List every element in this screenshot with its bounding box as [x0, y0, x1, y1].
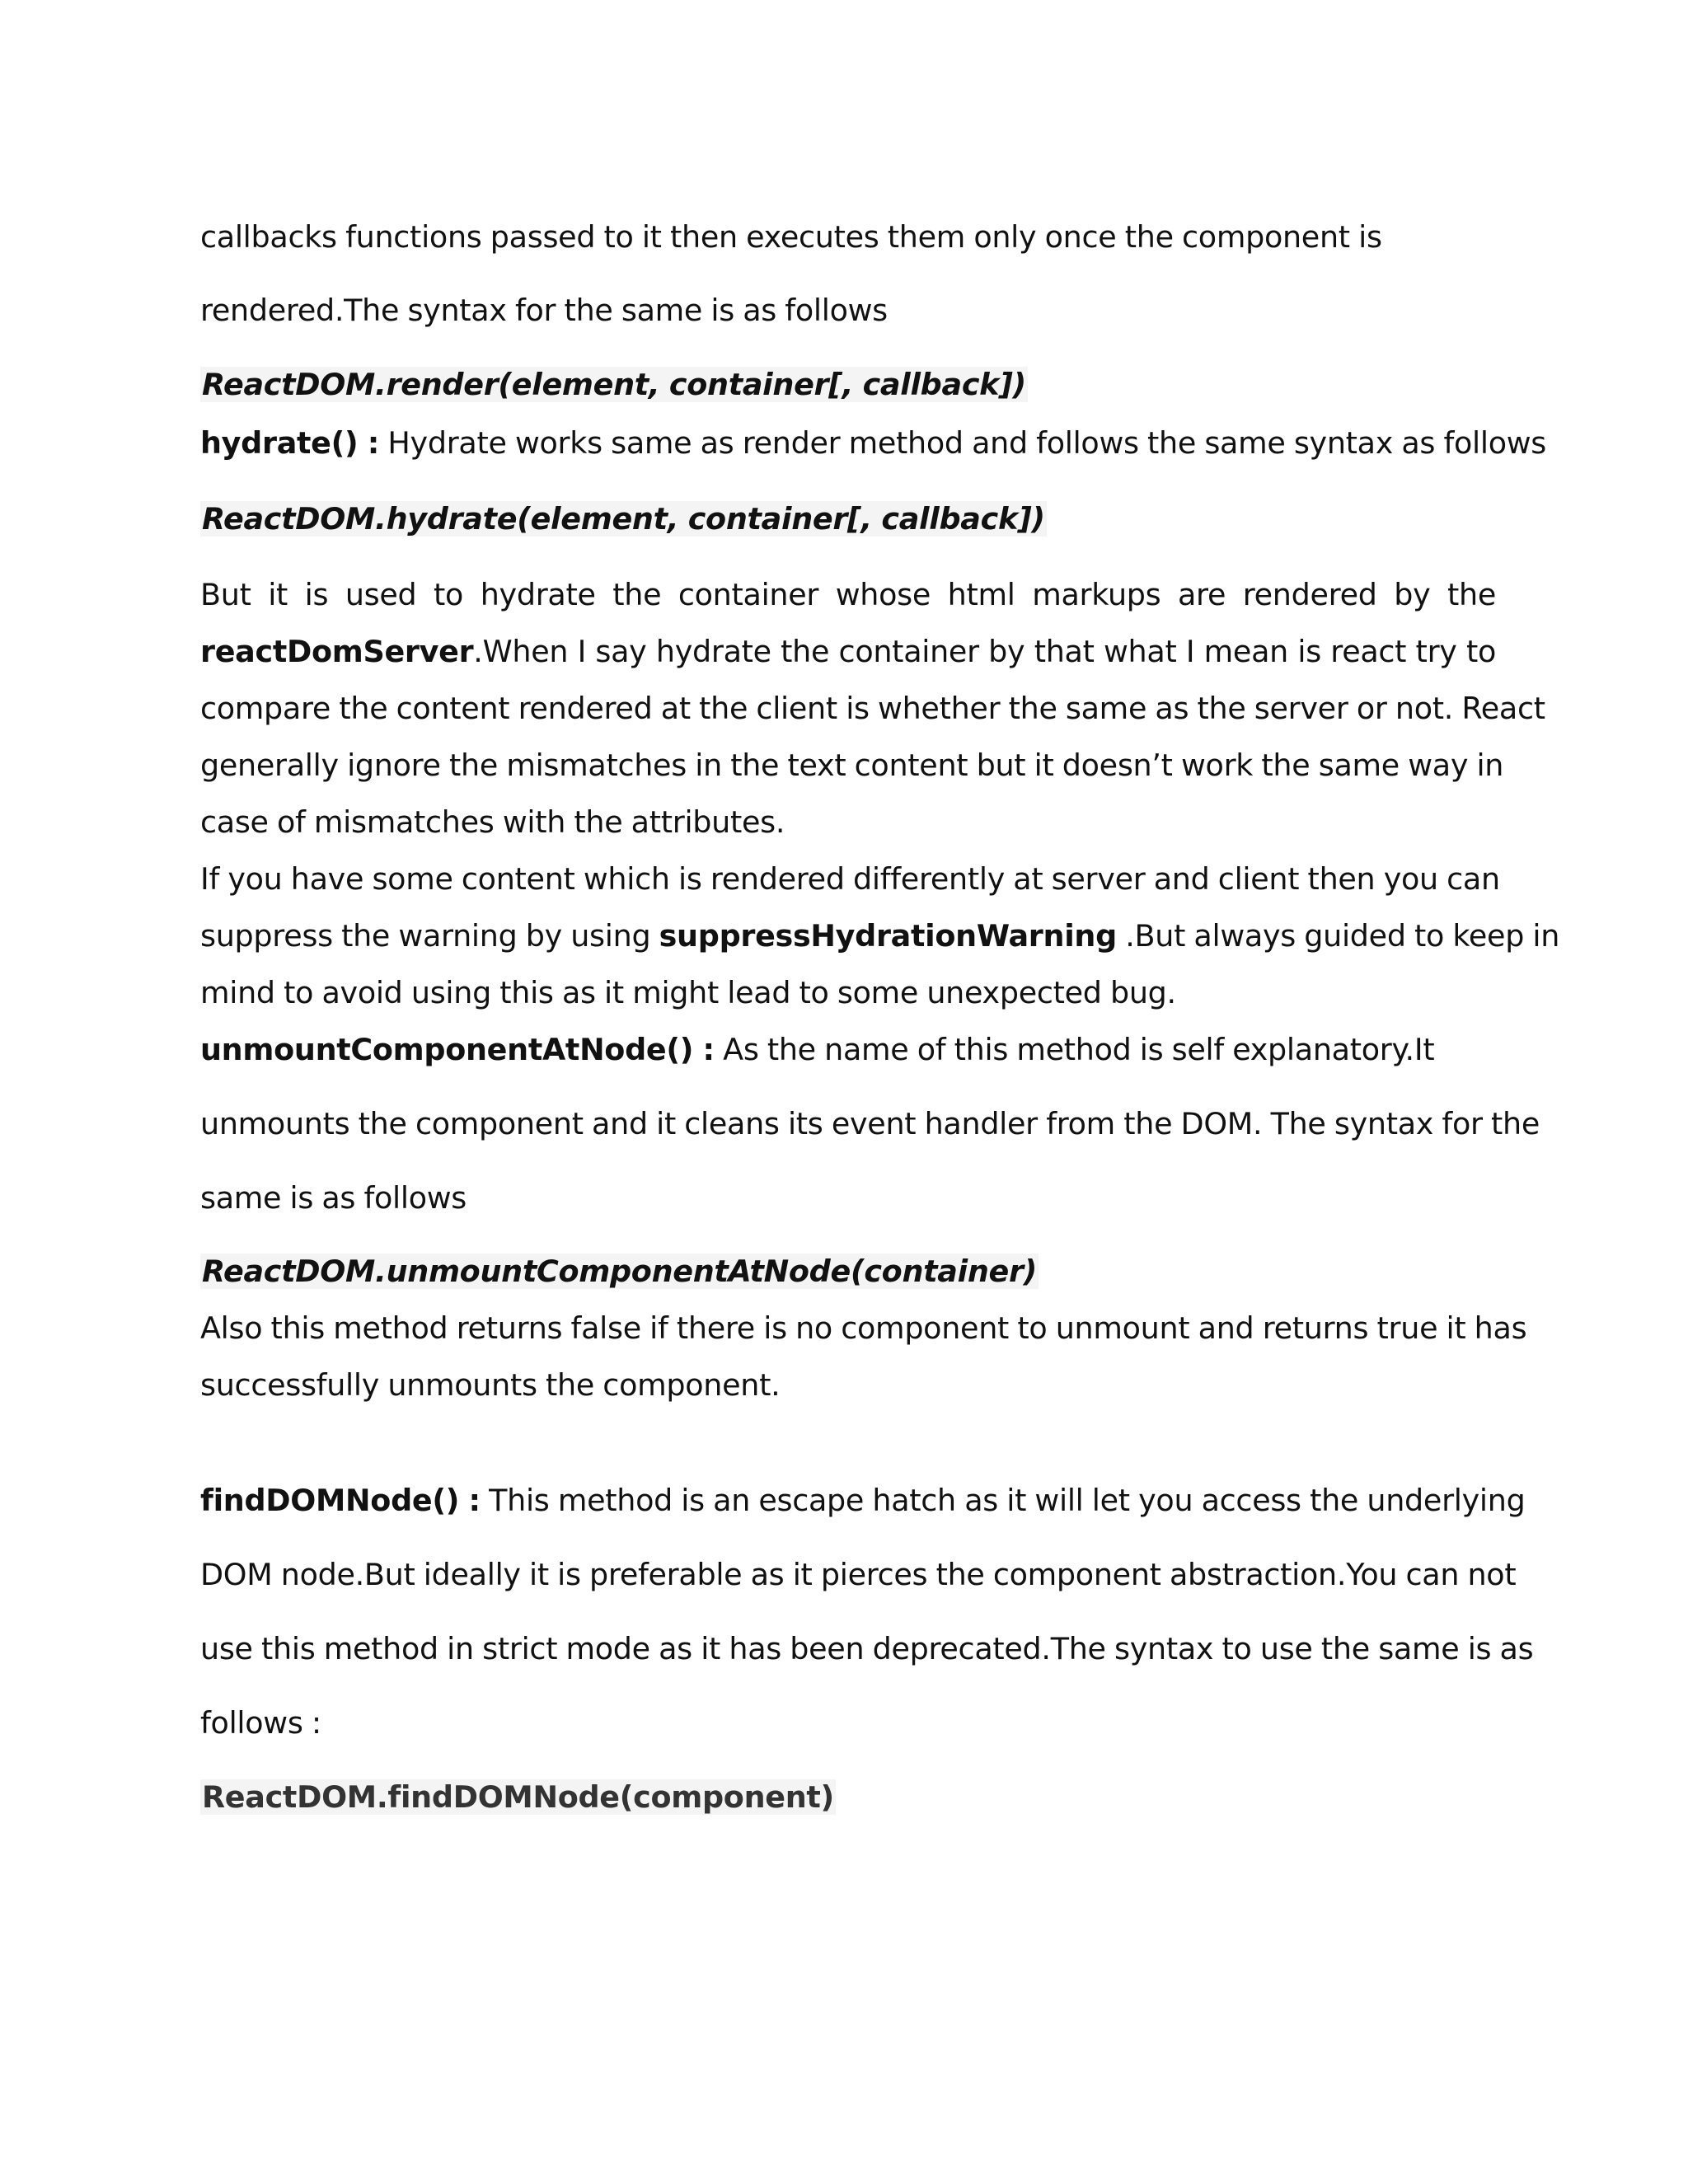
finddomnode-term: findDOMNode() : [200, 1483, 481, 1518]
hydrate-paragraph [200, 425, 1546, 461]
finddomnode-paragraph: findDOMNode() : This method is an escape hatch as it will let you access the underlying [200, 1483, 1526, 1518]
paragraph-line: reactDomServer.When I say hydrate the container by that what I mean is react try to [200, 634, 1496, 669]
paragraph-line: case of mismatches with the attributes. [200, 804, 785, 840]
react-dom-server-term: reactDomServer [200, 634, 474, 669]
suppress-hydration-warning-term: suppressHydrationWarning [659, 918, 1117, 954]
paragraph-line: use this method in strict mode as it has been deprecated.The syntax to use the same is as [200, 1631, 1534, 1666]
paragraph-line: DOM node.But ideally it is preferable as it pierces the component abstraction.You can not [200, 1557, 1517, 1592]
paragraph-line: same is as follows [200, 1180, 467, 1216]
hydrate-term: hydrate() : [200, 425, 380, 461]
paragraph-line: successfully unmounts the component. [200, 1367, 781, 1403]
paragraph-line: suppress the warning by using suppressHydrationWarning .But always guided to keep in [200, 918, 1560, 954]
unmount-term: unmountComponentAtNode() : [200, 1032, 715, 1067]
paragraph-line: mind to avoid using this as it might lead to some unexpected bug. [200, 975, 1176, 1010]
paragraph-line: generally ignore the mismatches in the text content but it doesn’t work the same way in [200, 748, 1504, 783]
paragraph-line: rendered.The syntax for the same is as follows [200, 293, 888, 328]
paragraph-line: compare the content rendered at the client is whether the same as the server or not. React [200, 691, 1545, 726]
code-render-syntax: ReactDOM.render(element, container[, callback]) [202, 367, 1026, 402]
code-unmount-syntax: ReactDOM.unmountComponentAtNode(container) [202, 1254, 1038, 1289]
paragraph-line: follows : [200, 1705, 321, 1741]
code-finddomnode-syntax: ReactDOM.findDOMNode(component) [202, 1779, 834, 1815]
code-hydrate-syntax: ReactDOM.hydrate(element, container[, callback]) [202, 501, 1045, 537]
paragraph-line: unmounts the component and it cleans its event handler from the DOM. The syntax for the [200, 1106, 1540, 1141]
paragraph-line: If you have some content which is rendered differently at server and client then you can [200, 861, 1500, 897]
paragraph-line: But it is used to hydrate the container whose html markups are rendered by the [200, 577, 1496, 612]
paragraph-line: callbacks functions passed to it then executes them only once the component is [200, 219, 1382, 255]
hydrate-text: Hydrate works same as render method and follows the same syntax as follows [379, 425, 1547, 461]
unmount-paragraph: unmountComponentAtNode() : As the name of this method is self explanatory.It [200, 1032, 1435, 1067]
paragraph-line: Also this method returns false if there is no component to unmount and returns true it has [200, 1310, 1527, 1346]
